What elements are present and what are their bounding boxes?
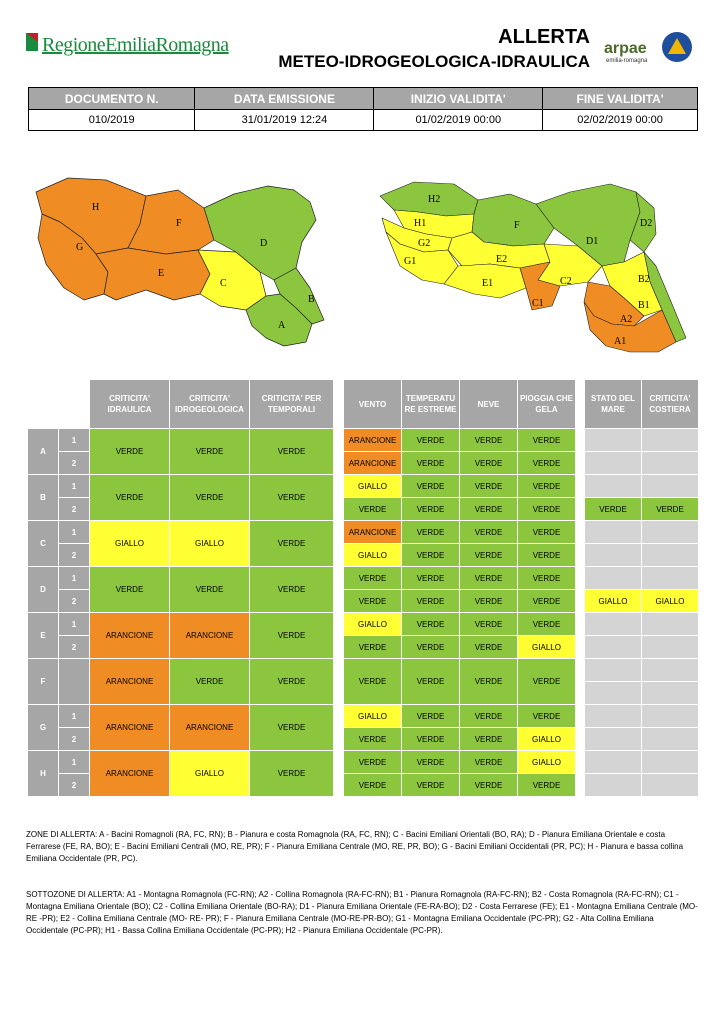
- map-label: G: [76, 242, 84, 253]
- map-label: E: [158, 268, 165, 279]
- alert-cell: VERDE: [170, 429, 249, 474]
- alert-cell: GIALLO: [90, 521, 169, 566]
- region-logo-text: RegioneEmiliaRomagna: [42, 34, 229, 56]
- meteo-table: [343, 379, 576, 797]
- alert-cell: VERDE: [518, 590, 575, 612]
- subzone-label: [59, 659, 89, 704]
- sea-alert-cell: [585, 705, 641, 727]
- alert-cell: VERDE: [344, 774, 401, 796]
- sea-alert-cell: [642, 636, 698, 658]
- header-stato-del-mare: STATO DEL MARE: [585, 380, 641, 428]
- subzone-label: 1: [59, 475, 89, 497]
- info-header: DOCUMENTO N.: [29, 88, 195, 110]
- header-pioggia-che-gela: PIOGGIA CHE GELA: [518, 380, 575, 428]
- alert-cell: VERDE: [460, 705, 517, 727]
- alert-cell: VERDE: [250, 429, 333, 474]
- alert-cell: VERDE: [402, 452, 459, 474]
- map-label: E1: [482, 278, 494, 289]
- alert-cell: VERDE: [250, 613, 333, 658]
- alert-cell: VERDE: [460, 613, 517, 635]
- map-label: E2: [496, 254, 508, 265]
- zone-label: D: [28, 567, 58, 612]
- alert-cell: VERDE: [460, 751, 517, 773]
- map-label: A1: [614, 336, 627, 347]
- validity-end: 02/02/2019 00:00: [543, 110, 698, 131]
- sea-alert-cell: [642, 705, 698, 727]
- alert-cell: VERDE: [518, 567, 575, 589]
- alert-cell: VERDE: [170, 659, 249, 704]
- alert-cell: VERDE: [460, 590, 517, 612]
- alert-cell: VERDE: [250, 659, 333, 704]
- sea-alert-cell: [585, 544, 641, 566]
- map-label: F: [176, 218, 182, 229]
- alert-cell: VERDE: [402, 613, 459, 635]
- sea-alert-cell: [585, 429, 641, 451]
- sea-alert-cell: [642, 429, 698, 451]
- subzone-map: [374, 170, 692, 362]
- header-criticita-temporali: CRITICITA' PER TEMPORALI: [250, 380, 333, 428]
- alert-cell: VERDE: [460, 659, 517, 704]
- alert-cell: VERDE: [460, 636, 517, 658]
- alert-cell: VERDE: [460, 429, 517, 451]
- alert-cell: VERDE: [460, 544, 517, 566]
- alert-cell: VERDE: [402, 636, 459, 658]
- alert-cell: VERDE: [250, 475, 333, 520]
- alert-cell: VERDE: [250, 751, 333, 796]
- sea-alert-cell: [642, 567, 698, 589]
- alert-cell: VERDE: [344, 728, 401, 750]
- alert-cell: VERDE: [402, 705, 459, 727]
- map-label: C: [220, 278, 227, 289]
- zone-label: C: [28, 521, 58, 566]
- alert-cell: GIALLO: [518, 636, 575, 658]
- zone-label: H: [28, 751, 58, 796]
- alert-cell: VERDE: [518, 774, 575, 796]
- alert-cell: ARANCIONE: [90, 705, 169, 750]
- arpae-logo: arpae: [604, 40, 647, 57]
- alert-cell: VERDE: [402, 590, 459, 612]
- alert-cell: VERDE: [460, 567, 517, 589]
- zone-label: G: [28, 705, 58, 750]
- sea-alert-cell: [642, 774, 698, 796]
- map-label: D: [260, 238, 268, 249]
- alert-cell: VERDE: [170, 475, 249, 520]
- alert-cell: GIALLO: [344, 705, 401, 727]
- region-logo-icon: [26, 33, 38, 51]
- alert-cell: VERDE: [460, 452, 517, 474]
- alert-cell: VERDE: [460, 498, 517, 520]
- arpae-logo-sub: emilia-romagna: [606, 58, 648, 64]
- subzone-label: 1: [59, 705, 89, 727]
- subzone-label: 2: [59, 774, 89, 796]
- document-info-table: [28, 87, 698, 131]
- sea-alert-cell: [642, 544, 698, 566]
- alert-cell: VERDE: [344, 636, 401, 658]
- alert-cell: GIALLO: [344, 544, 401, 566]
- page-title: ALLERTA: [498, 26, 590, 48]
- zone-label: B: [28, 475, 58, 520]
- sea-alert-cell: [585, 659, 641, 681]
- info-header: FINE VALIDITA': [543, 88, 698, 110]
- zone-di-allerta-note: ZONE DI ALLERTA: A - Bacini Romagnoli (RA, FC, RN); B - Pianura e costa Romagnola (RA, FC, RN); C - Bacini Emiliani Orientali (BO, RA); D - Pianura Emiliana Orientale e costa Ferrarese (FE, RA, BO); E - Bacini Emiliani Centrali (MO, RE, PR); F - Pianura Emiliana Centrale (MO, RE, PR, BO); G - Bacini Emiliani Occidentali (PR, PC); H - Pianura e bassa collina Emiliana Occidentale (PR, PC).: [26, 830, 684, 863]
- sea-alert-cell: [642, 613, 698, 635]
- alert-cell: VERDE: [460, 728, 517, 750]
- alert-cell: GIALLO: [518, 751, 575, 773]
- alert-cell: ARANCIONE: [90, 751, 169, 796]
- sottozone-di-allerta-note: SOTTOZONE DI ALLERTA: A1 - Montagna Romagnola (FC-RN); A2 - Collina Romagnola (RA-FC-RN); B1 - Pianura Romagnola (RA-FC-RN); B2 - Costa Romagnola (RA-FC-RN); C1 - Montagna Emiliana Orientale (BO); C2 - Collina Emiliana Orientale (BO-RA); D1 - Pianura Emiliana Orientale (FE-RA-BO); D2 - Costa Ferrarese (FE); E1 - Montagna Emiliana Centrale (MO- RE -PR); E2 - Collina Emiliana Centrale (MO- RE- PR); F - Pianura Emiliana Centrale (MO-RE-PR-BO); G1 - Montagna Emiliana Occidentale (PC-PR); G2 - Alta Collina Emiliana Occidentale (PC-PR); H1 - Bassa Collina Emiliana Occidentale (PC-PR); H2 - Pianura Emiliana Occidentale (PC-PR).: [26, 890, 698, 935]
- alert-cell: VERDE: [518, 544, 575, 566]
- document-number: 010/2019: [29, 110, 195, 131]
- subzone-label: 1: [59, 567, 89, 589]
- alert-cell: VERDE: [518, 429, 575, 451]
- sea-alert-cell: [585, 636, 641, 658]
- alert-cell: GIALLO: [344, 475, 401, 497]
- alert-cell: VERDE: [402, 567, 459, 589]
- alert-cell: ARANCIONE: [90, 613, 169, 658]
- sea-alert-cell: [585, 613, 641, 635]
- alert-cell: VERDE: [170, 567, 249, 612]
- alert-cell: VERDE: [460, 521, 517, 543]
- sea-alert-cell: [585, 774, 641, 796]
- alert-cell: VERDE: [402, 429, 459, 451]
- map-label: B1: [638, 300, 650, 311]
- sea-alert-cell: [642, 728, 698, 750]
- criticita-table: [27, 379, 334, 797]
- subzone-label: 1: [59, 429, 89, 451]
- zone-e-area: [96, 248, 210, 300]
- subzone-label: 2: [59, 498, 89, 520]
- subzone-label: 2: [59, 590, 89, 612]
- subzone-label: 2: [59, 544, 89, 566]
- alert-cell: VERDE: [460, 774, 517, 796]
- alert-cell: GIALLO: [170, 521, 249, 566]
- map-label: D1: [586, 236, 599, 247]
- sea-alert-cell: GIALLO: [642, 590, 698, 612]
- alert-cell: VERDE: [250, 521, 333, 566]
- subzone-label: 2: [59, 728, 89, 750]
- header-criticita-idraulica: CRITICITA' IDRAULICA: [90, 380, 169, 428]
- subzone-label: 1: [59, 613, 89, 635]
- alert-cell: GIALLO: [518, 728, 575, 750]
- alert-cell: VERDE: [518, 498, 575, 520]
- map-label: H2: [428, 194, 441, 205]
- alert-cell: ARANCIONE: [170, 613, 249, 658]
- alert-cell: VERDE: [250, 567, 333, 612]
- alert-cell: GIALLO: [344, 613, 401, 635]
- header-neve: NEVE: [460, 380, 517, 428]
- alert-cell: VERDE: [518, 521, 575, 543]
- alert-cell: VERDE: [460, 475, 517, 497]
- alert-cell: VERDE: [402, 544, 459, 566]
- alert-cell: VERDE: [518, 452, 575, 474]
- map-label: H: [92, 202, 100, 213]
- alert-cell: ARANCIONE: [170, 705, 249, 750]
- sea-alert-cell: [642, 521, 698, 543]
- alert-cell: VERDE: [402, 521, 459, 543]
- sea-alert-cell: [642, 452, 698, 474]
- subzone-label: 1: [59, 751, 89, 773]
- map-label: F: [514, 220, 520, 231]
- zone-label: E: [28, 613, 58, 658]
- map-label: A: [278, 320, 286, 331]
- sea-alert-cell: [642, 682, 698, 704]
- map-label: G1: [404, 256, 417, 267]
- map-label: G2: [418, 238, 431, 249]
- alert-cell: VERDE: [344, 590, 401, 612]
- subzone-label: 2: [59, 452, 89, 474]
- sea-alert-cell: [642, 659, 698, 681]
- alert-cell: VERDE: [402, 751, 459, 773]
- header-temperature-estreme: TEMPERATU RE ESTREME: [402, 380, 459, 428]
- emission-date: 31/01/2019 12:24: [195, 110, 374, 131]
- alert-cell: VERDE: [344, 498, 401, 520]
- validity-start: 01/02/2019 00:00: [374, 110, 543, 131]
- alert-cell: ARANCIONE: [344, 429, 401, 451]
- info-header: DATA EMISSIONE: [195, 88, 374, 110]
- sea-alert-cell: [585, 521, 641, 543]
- page-subtitle: METEO-IDROGEOLOGICA-IDRAULICA: [278, 52, 590, 71]
- alert-cell: ARANCIONE: [344, 521, 401, 543]
- sea-alert-cell: [642, 475, 698, 497]
- map-label: A2: [620, 314, 633, 325]
- zone-label: F: [28, 659, 58, 704]
- alert-cell: GIALLO: [170, 751, 249, 796]
- alert-cell: VERDE: [402, 659, 459, 704]
- map-label: D2: [640, 218, 653, 229]
- sea-alert-cell: GIALLO: [585, 590, 641, 612]
- alert-cell: VERDE: [250, 705, 333, 750]
- sea-alert-cell: [642, 751, 698, 773]
- alert-cell: VERDE: [402, 475, 459, 497]
- sea-alert-cell: VERDE: [585, 498, 641, 520]
- subzone-label: 2: [59, 636, 89, 658]
- alert-cell: VERDE: [518, 659, 575, 704]
- sea-alert-cell: [585, 475, 641, 497]
- alert-cell: VERDE: [90, 567, 169, 612]
- map-label: C1: [532, 298, 544, 309]
- header-vento: VENTO: [344, 380, 401, 428]
- zone-label: A: [28, 429, 58, 474]
- sea-alert-cell: [585, 751, 641, 773]
- alert-cell: VERDE: [344, 751, 401, 773]
- header-criticita-idrogeologica: CRITICITA' IDROGEOLOGICA: [170, 380, 249, 428]
- mare-table: [584, 379, 699, 797]
- alert-cell: VERDE: [518, 475, 575, 497]
- alert-cell: ARANCIONE: [90, 659, 169, 704]
- alert-cell: VERDE: [344, 567, 401, 589]
- map-label: B: [308, 294, 315, 305]
- alert-cell: VERDE: [90, 429, 169, 474]
- map-label: C2: [560, 276, 572, 287]
- sea-alert-cell: [585, 567, 641, 589]
- header-criticita-costiera: CRITICITA' COSTIERA: [642, 380, 698, 428]
- alert-cell: VERDE: [518, 613, 575, 635]
- sea-alert-cell: VERDE: [642, 498, 698, 520]
- sea-alert-cell: [585, 728, 641, 750]
- alert-cell: VERDE: [402, 498, 459, 520]
- alert-cell: VERDE: [344, 659, 401, 704]
- alert-cell: VERDE: [402, 774, 459, 796]
- map-label: B2: [638, 274, 650, 285]
- zone-map-main: [28, 168, 334, 360]
- sea-alert-cell: [585, 682, 641, 704]
- alert-cell: VERDE: [402, 728, 459, 750]
- subzone-label: 1: [59, 521, 89, 543]
- info-header: INIZIO VALIDITA': [374, 88, 543, 110]
- alert-cell: VERDE: [518, 705, 575, 727]
- alert-cell: VERDE: [90, 475, 169, 520]
- sea-alert-cell: [585, 452, 641, 474]
- map-label: H1: [414, 218, 427, 229]
- civil-protection-logo-icon: [662, 32, 692, 62]
- alert-cell: ARANCIONE: [344, 452, 401, 474]
